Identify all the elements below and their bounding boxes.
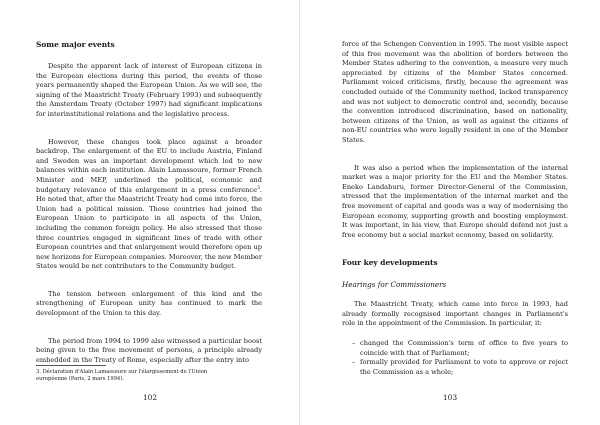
paragraph-gap — [342, 156, 568, 164]
subheading-hearings: Hearings for Commissioners — [342, 280, 447, 290]
page-number: 102 — [142, 393, 158, 402]
list-item: – changed the Commission's term of office to five years to coincide with that of Parliament; — [360, 339, 568, 358]
section-heading-major-events: Some major events — [36, 40, 115, 49]
page-number: 103 — [442, 393, 458, 402]
footnote-reference: 3 — [257, 185, 260, 191]
paragraph-gap — [36, 329, 262, 337]
bullet-list — [342, 339, 568, 377]
paragraph-gap — [36, 282, 262, 290]
paragraph-gap — [342, 250, 568, 258]
paragraph-enlargement — [36, 138, 262, 272]
footnote-rule — [36, 365, 106, 366]
paragraph: It was also a period when the implementation of the internal market was a major priority for the EU and the Member States. Eneko Landaburu, former Director-General of the Commission, stressed that the implementation of the internal market and the free movement of capital and goods was a way of modernising the European economy, supporting growth and boosting employment. It was important, in his view, that Europe should defend not just a free economy but a social market economy, based on solidarity. — [342, 163, 568, 239]
right-page — [300, 0, 600, 425]
left-text-column — [36, 40, 262, 365]
paragraph: The tension between enlargement of this kind and the strengthening of European unity has continued to mark the development of the Union to this day. — [36, 289, 262, 318]
right-text-column — [342, 40, 568, 377]
paragraph-gap — [36, 130, 262, 138]
paragraph: The Maastricht Treaty, which came into force in 1993, had already formally recognised important changes in Parliament's role in the appointment of the Commission. In particular, it: — [342, 300, 568, 328]
section-heading-four-key-developments: Four key developments — [342, 258, 438, 268]
list-item: – formally provided for Parliament to vote to approve or reject the Commission as a whole; — [360, 358, 568, 377]
paragraph: Despite the apparent lack of interest of European citizens in the European elections during this period, the events of those years permanently shaped the European Union. As we will see, the signing of the Maastricht Treaty (February 1993) and subsequently the Amsterdam Treaty (October 1997) had significant implications for interinstitutional relations and the legislative process. — [36, 62, 262, 118]
paragraph: force of the Schengen Convention in 1995. The most visible aspect of this free movement was the abolition of borders between the Member States adhering to the convention, a measure very much appreciated by citizens of the Member States concerned. Parliament voiced criticisms, firstly, because the agreement was concluded outside of the Community method, lacked transparency and was not subject to democratic control and, secondly, because the convention introduced discrimination, based on nationality, between citizens of the Union, as well as against the citizens of non-EU countries who were legally resident in one of the Member States. — [342, 40, 568, 144]
paragraph-text: However, these changes took place against a broader backdrop. The enlargement of the EU to include Austria, Finland and Sweden was an important development which led to new balances within each institution. Alain Lamassoure, former French Minister and MEP, underlined the political, economic and budgetary relevance of this enlargement in a press conference — [36, 137, 262, 194]
paragraph-text-continued: . He noted that, after the Maastricht Treaty had come into force, the Union had a political mission. Those countries had joined the European Union to participate in all aspects of the Union, including the common foreign policy. He also stressed that those three countries engaged in significant lines of trade with other European countries and that enlargement would therefore open up new horizons for European companies. Moreover, the new Member States would be net contributors to the Community budget. — [36, 185, 262, 271]
paragraph: The period from 1994 to 1999 also witnessed a particular boost being given to the free movement of persons, a principle already embedded in the Treaty of Rome, especially after the entry into — [36, 336, 262, 364]
footnote: 3. Déclaration d'Alain Lamassoure sur l'élargissement de l'Union européenne (Paris, 2 mars 1994). — [36, 369, 208, 382]
